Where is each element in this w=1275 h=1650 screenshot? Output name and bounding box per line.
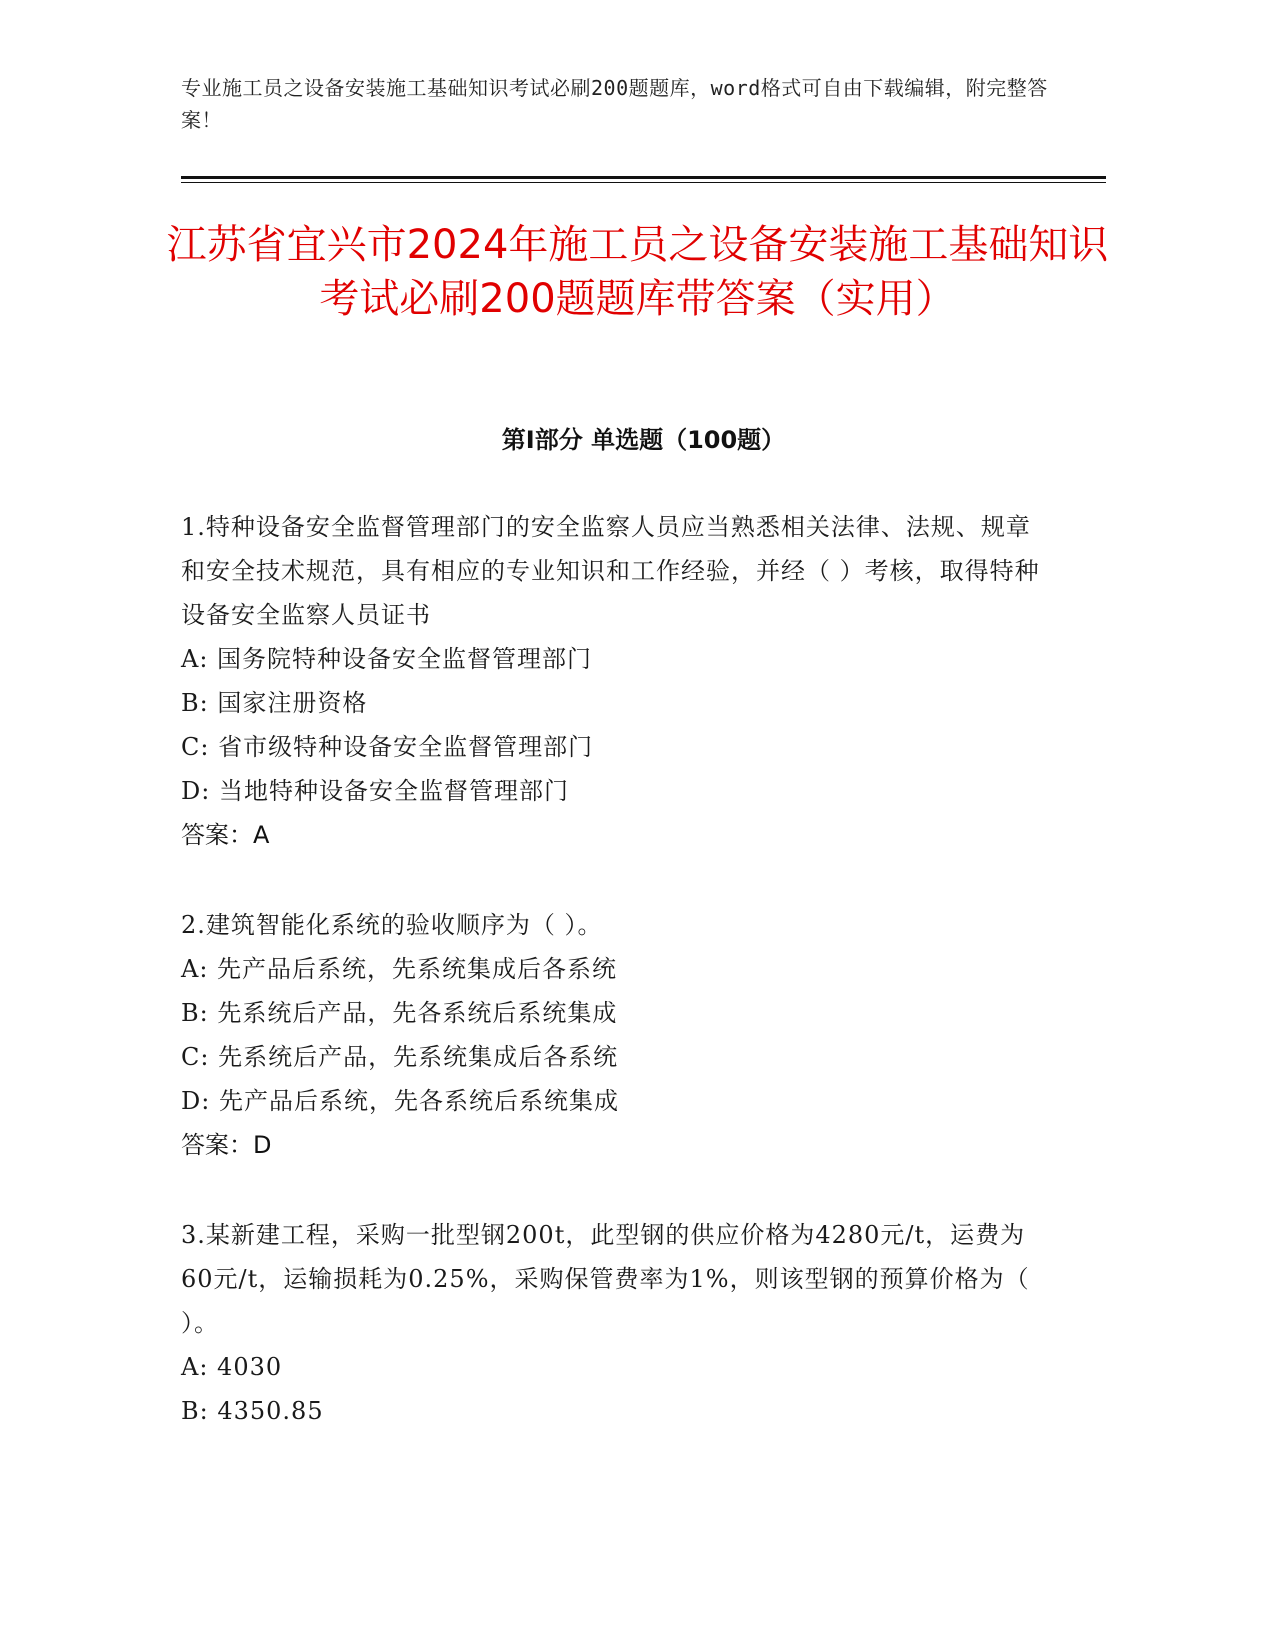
answer: 答案：D <box>181 1131 272 1159</box>
question-list <box>181 505 1041 1479</box>
option-a: A: 国务院特种设备安全监督管理部门 <box>181 645 593 673</box>
question-2 <box>181 903 1041 1167</box>
question-stem: 3.某新建工程，采购一批型钢200t，此型钢的供应价格为4280元/t，运费为60元/t，运输损耗为0.25%，采购保管费率为1%，则该型钢的预算价格为（ ）。 <box>181 1221 1030 1337</box>
option-b: B: 4350.85 <box>181 1397 324 1425</box>
question-3 <box>181 1213 1041 1433</box>
header-divider-thin <box>181 182 1106 183</box>
option-a: A: 4030 <box>181 1353 283 1381</box>
question-stem: 2.建筑智能化系统的验收顺序为（ ）。 <box>181 911 603 939</box>
question-stem: 1.特种设备安全监督管理部门的安全监察人员应当熟悉相关法律、法规、规章和安全技术规范，具有相应的专业知识和工作经验，并经（ ）考核，取得特种设备安全监察人员证书 <box>181 513 1040 629</box>
option-b: B: 先系统后产品，先各系统后系统集成 <box>181 999 618 1027</box>
header-divider-thick <box>181 176 1106 179</box>
question-1 <box>181 505 1041 857</box>
section-title: 第I部分 单选题（100题） <box>501 426 786 454</box>
header-note: 专业施工员之设备安装施工基础知识考试必刷200题题库，word格式可自由下载编辑，附完整答案！ <box>181 76 1048 132</box>
answer: 答案：A <box>181 821 270 849</box>
option-c: C: 先系统后产品，先系统集成后各系统 <box>181 1043 619 1071</box>
document-title: 江苏省宜兴市2024年施工员之设备安装施工基础知识考试必刷200题题库带答案（实用） <box>166 222 1109 322</box>
option-b: B: 国家注册资格 <box>181 689 368 717</box>
option-d: D: 先产品后系统，先各系统后系统集成 <box>181 1087 619 1115</box>
option-c: C: 省市级特种设备安全监督管理部门 <box>181 733 594 761</box>
option-a: A: 先产品后系统，先系统集成后各系统 <box>181 955 618 983</box>
option-d: D: 当地特种设备安全监督管理部门 <box>181 777 569 805</box>
